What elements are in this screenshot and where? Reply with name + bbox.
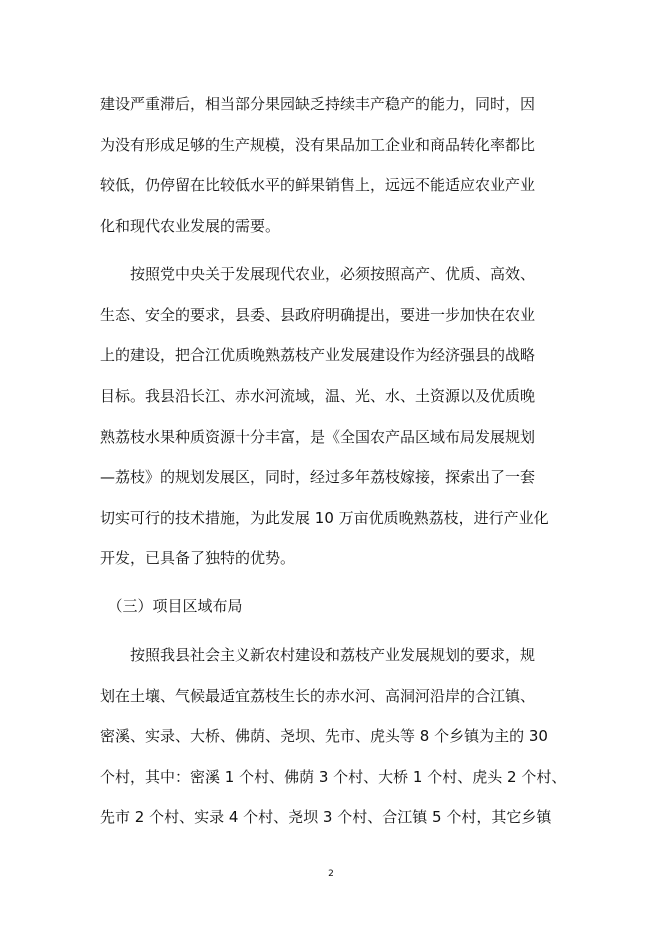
section-heading: （三）项目区域布局	[100, 597, 243, 615]
paragraph-2-line-5: 熟荔枝水果种质资源十分丰富，是《全国农产品区域布局发展规划	[100, 428, 536, 446]
page-number: 2	[328, 869, 334, 879]
paragraph-4-line-5: 先市 2 个村、实录 4 个村、尧坝 3 个村、合江镇 5 个村，其它乡镇	[100, 808, 552, 826]
paragraph-2-line-7: 切实可行的技术措施，为此发展 10 万亩优质晚熟荔枝，进行产业化	[100, 509, 549, 527]
paragraph-2-line-3: 上的建设，把合江优质晚熟荔枝产业发展建设作为经济强县的战略	[100, 346, 536, 364]
paragraph-1-line-3: 较低，仍停留在比较低水平的鲜果销售上，远远不能适应农业产业	[100, 176, 536, 194]
paragraph-2-line-2: 生态、安全的要求，县委、县政府明确提出，要进一步加快在农业	[100, 306, 536, 324]
paragraph-4-line-3: 密溪、实录、大桥、佛荫、尧坝、先市、虎头等 8 个乡镇为主的 30	[100, 727, 548, 745]
paragraph-1-line-4: 化和现代农业发展的需要。	[100, 217, 281, 235]
paragraph-1-line-2: 为没有形成足够的生产规模，没有果品加工企业和商品转化率都比	[100, 136, 536, 154]
paragraph-2-line-6: —荔枝》的规划发展区，同时，经过多年荔枝嫁接，探索出了一套	[100, 468, 536, 486]
paragraph-2-line-1: 按照党中央关于发展现代农业，必须按照高产、优质、高效、	[100, 265, 536, 283]
paragraph-4-line-2: 划在土壤、气候最适宜荔枝生长的赤水河、高洞河沿岸的合江镇、	[100, 687, 536, 705]
paragraph-1-line-1: 建设严重滞后，相当部分果园缺乏持续丰产稳产的能力，同时，因	[100, 95, 536, 113]
paragraph-2-line-8: 开发，已具备了独特的优势。	[100, 549, 296, 567]
paragraph-4-line-1: 按照我县社会主义新农村建设和荔枝产业发展规划的要求，规	[100, 646, 536, 664]
paragraph-4-line-4: 个村，其中：密溪 1 个村、佛荫 3 个村、大桥 1 个村、虎头 2 个村、	[100, 768, 567, 786]
paragraph-2-line-4: 目标。我县沿长江、赤水河流域，温、光、水、土资源以及优质晚	[100, 387, 536, 405]
